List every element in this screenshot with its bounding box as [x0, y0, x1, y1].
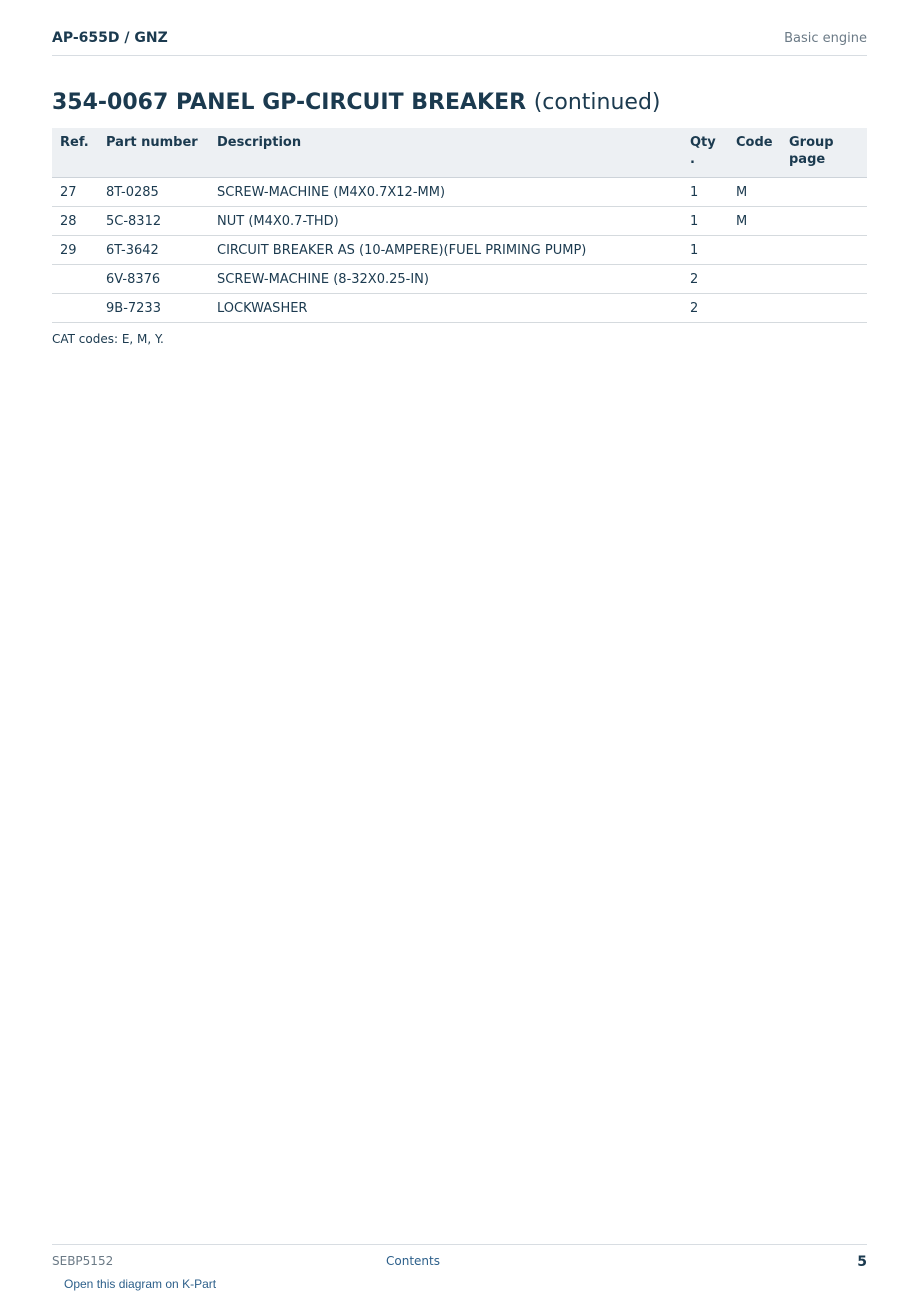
cell-group-page	[781, 294, 867, 323]
cell-code: M	[728, 178, 781, 207]
cell-code	[728, 265, 781, 294]
cell-ref	[52, 294, 98, 323]
header-part-number: Part number	[98, 128, 209, 178]
doc-number: SEBP5152	[52, 1254, 114, 1268]
cell-description: SCREW-MACHINE (8-32X0.25-IN)	[209, 265, 682, 294]
header-description: Description	[209, 128, 682, 178]
cell-ref: 28	[52, 207, 98, 236]
cell-ref: 27	[52, 178, 98, 207]
cell-description: NUT (M4X0.7-THD)	[209, 207, 682, 236]
cell-description: CIRCUIT BREAKER AS (10-AMPERE)(FUEL PRIMING PUMP)	[209, 236, 682, 265]
table-row	[52, 178, 867, 207]
cell-part-number: 9B-7233	[98, 294, 209, 323]
cell-part-number: 6T-3642	[98, 236, 209, 265]
cell-ref: 29	[52, 236, 98, 265]
page-number: 5	[857, 1254, 867, 1270]
parts-table	[52, 128, 867, 323]
cell-ref	[52, 265, 98, 294]
cell-qty: 2	[682, 265, 728, 294]
kpart-link[interactable]: Open this diagram on K-Part	[64, 1277, 217, 1291]
header-ref: Ref.	[52, 128, 98, 178]
page-header	[52, 28, 867, 56]
cell-code	[728, 236, 781, 265]
page-footer	[52, 1244, 867, 1295]
cell-description: LOCKWASHER	[209, 294, 682, 323]
cat-codes-note: CAT codes: E, M, Y.	[52, 332, 164, 346]
cell-part-number: 6V-8376	[98, 265, 209, 294]
contents-link[interactable]: Contents	[386, 1254, 440, 1268]
section-label: Basic engine	[784, 31, 867, 46]
page-title	[52, 90, 882, 115]
header-code: Code	[728, 128, 781, 178]
cell-part-number: 8T-0285	[98, 178, 209, 207]
cell-qty: 1	[682, 178, 728, 207]
title-suffix: (continued)	[533, 90, 661, 115]
cell-code: M	[728, 207, 781, 236]
cell-group-page	[781, 178, 867, 207]
cell-qty: 2	[682, 294, 728, 323]
cell-description: SCREW-MACHINE (M4X0.7X12-MM)	[209, 178, 682, 207]
table-row	[52, 265, 867, 294]
table-row	[52, 236, 867, 265]
cell-qty: 1	[682, 236, 728, 265]
cell-part-number: 5C-8312	[98, 207, 209, 236]
cell-group-page	[781, 207, 867, 236]
cell-code	[728, 294, 781, 323]
model-label: AP-655D / GNZ	[52, 30, 168, 46]
table-row	[52, 207, 867, 236]
title-main: 354-0067 PANEL GP-CIRCUIT BREAKER	[52, 90, 527, 115]
header-group-page: Group page	[781, 128, 867, 178]
table-row	[52, 294, 867, 323]
cell-qty: 1	[682, 207, 728, 236]
header-qty: Qty .	[682, 128, 728, 178]
cell-group-page	[781, 236, 867, 265]
table-header-row	[52, 128, 867, 178]
cell-group-page	[781, 265, 867, 294]
